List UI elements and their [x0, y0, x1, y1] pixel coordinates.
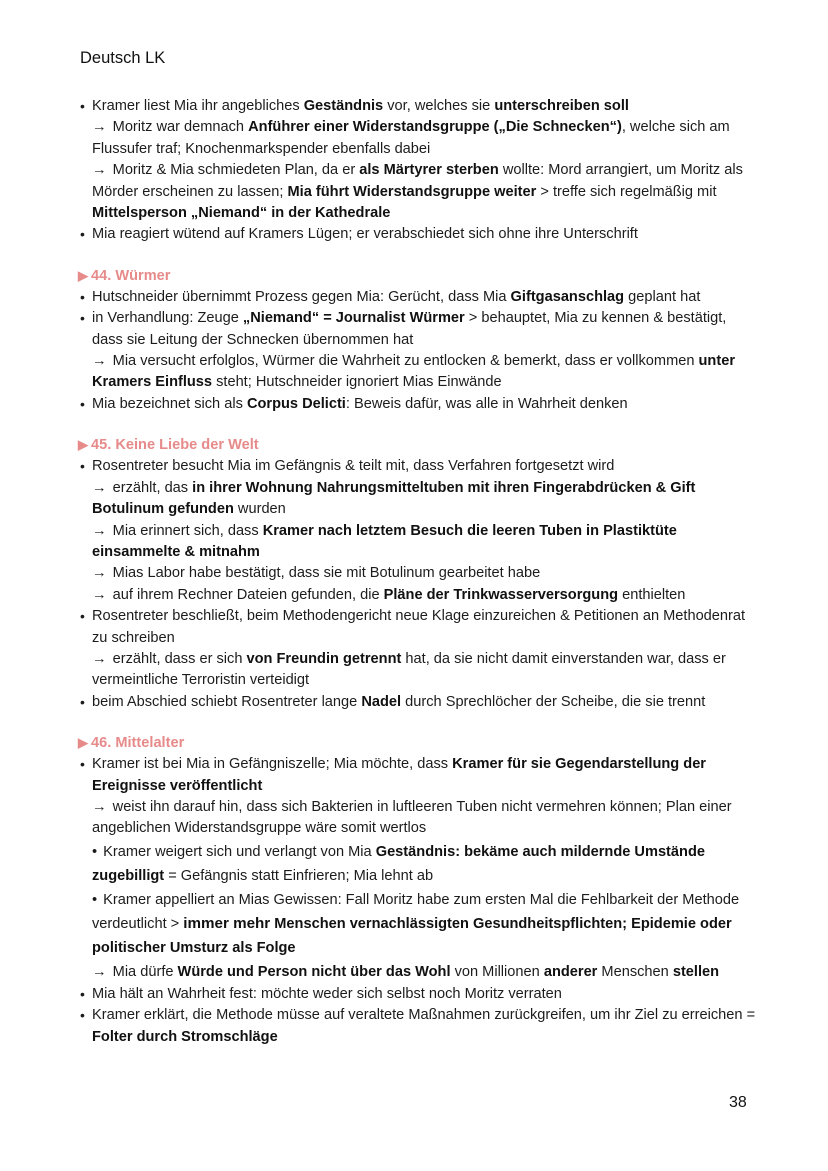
bullet-dot-icon: • — [80, 756, 85, 773]
bullet-dot-icon: • — [80, 395, 85, 412]
bullet-item: • Mia bezeichnet sich als Corpus Delicti: Beweis dafür, was alle in Wahrheit denken — [78, 394, 758, 415]
sub-item: → weist ihn darauf hin, dass sich Bakterien in luftleeren Tuben nicht vermehren können; Plan einer angeblichen Widerstandsgruppe wäre somit wertlos — [92, 798, 732, 837]
triangle-right-icon: ▶ — [78, 267, 88, 283]
section-heading-44: ▶ 44. Würmer — [78, 267, 171, 284]
bullet-item: • beim Abschied schiebt Rosentreter lange Nadel durch Sprechlöcher der Scheibe, die sie trennt — [78, 692, 758, 713]
arrow-right-icon: → — [92, 522, 107, 539]
sub-item: → erzählt, dass er sich von Freundin getrennt hat, da sie nicht damit einverstanden war, dass er vermeintliche Terroristin verteidigt — [92, 650, 726, 689]
bullet-item: • Rosentreter besucht Mia im Gefängnis & teilt mit, dass Verfahren fortgesetzt wird — [78, 456, 758, 477]
arrow-right-icon: → — [92, 162, 107, 179]
sub-item: → Mia versucht erfolglos, Würmer die Wahrheit zu entlocken & bemerkt, dass er vollkommen unter Kramers Einfluss steht; Hutschneider ignoriert Mias Einwände — [92, 353, 735, 391]
arrow-right-icon: → — [92, 565, 107, 582]
sub-item: → auf ihrem Rechner Dateien gefunden, die Pläne der Trinkwasserversorgung enthielten — [92, 586, 686, 603]
section-heading-46: ▶ 46. Mittelalter — [78, 735, 185, 752]
sub-item: → Moritz & Mia schmiedeten Plan, da er als Märtyrer sterben wollte: Mord arrangiert, um Moritz als Mörder erscheinen zu lassen; Mia führt Widerstandsgruppe weiter > treffe sich regelmäßig mit Mittelsperson „Niemand“ in der Kathedrale — [92, 162, 743, 222]
bullet-item: • Kramer ist bei Mia in Gefängniszelle; Mia möchte, dass Kramer für sie Gegendarstellung der Ereignisse veröffentlicht — [80, 756, 706, 794]
sub-item: → Mia erinnert sich, dass Kramer nach letztem Besuch die leeren Tuben in Plastiktüte einsammelte & mitnahm — [92, 522, 677, 560]
arrow-right-icon: → — [92, 963, 107, 980]
arrow-right-icon: → — [92, 479, 107, 496]
bullet-item: • Mia reagiert wütend auf Kramers Lügen; er verabschiedet sich ohne ihre Unterschrift — [78, 224, 758, 245]
bullet-item: • in Verhandlung: Zeuge „Niemand“ = Journalist Würmer > behauptet, Mia zu kennen & bestätigt, dass sie Leitung der Schnecken übernommen hat — [80, 310, 727, 348]
bullet-dot-icon: • — [80, 693, 85, 710]
arrow-right-icon: → — [92, 650, 107, 667]
bullet-dot-icon: • — [92, 891, 98, 908]
arrow-right-icon: → — [92, 119, 107, 136]
bullet-dot-icon: • — [80, 1007, 85, 1024]
triangle-right-icon: ▶ — [78, 437, 88, 453]
arrow-right-icon: → — [92, 353, 107, 370]
bullet-dot-icon: • — [80, 288, 85, 305]
bullet-item: • Rosentreter beschließt, beim Methodengericht neue Klage einzureichen & Petitionen an Methodenrat zu schreiben — [80, 608, 746, 646]
sub-item: • Kramer appelliert an Mias Gewissen: Fall Moritz habe zum ersten Mal die Fehlbarkeit der Methode verdeutlicht > immer mehr Menschen vernachlässigten Gesundheitspflichten; Epidemie oder politischer Umsturz als Folge — [92, 891, 740, 956]
bullet-dot-icon: • — [80, 458, 85, 475]
bullet-item: • Kramer liest Mia ihr angebliches Geständnis vor, welches sie unterschreiben soll — [78, 96, 758, 117]
sub-item: → Mias Labor habe bestätigt, dass sie mit Botulinum gearbeitet habe — [92, 565, 541, 582]
arrow-right-icon: → — [92, 586, 107, 603]
bullet-item: • Mia hält an Wahrheit fest: möchte weder sich selbst noch Moritz verraten — [78, 984, 758, 1005]
bullet-dot-icon: • — [80, 226, 85, 243]
bullet-dot-icon: • — [80, 608, 85, 625]
page-number: 38 — [729, 1094, 747, 1111]
bullet-item: • Hutschneider übernimmt Prozess gegen Mia: Gerücht, dass Mia Giftgasanschlag geplant hat — [78, 287, 758, 308]
bullet-dot-icon: • — [80, 98, 85, 114]
section-heading-45: ▶ 45. Keine Liebe der Welt — [78, 437, 259, 454]
bullet-dot-icon: • — [80, 985, 85, 1002]
arrow-right-icon: → — [92, 798, 107, 815]
notes-content — [78, 96, 758, 1048]
triangle-right-icon: ▶ — [78, 735, 88, 751]
sub-item: → erzählt, das in ihrer Wohnung Nahrungsmitteltuben mit ihren Fingerabdrücken & Gift Botulinum gefunden wurden — [92, 479, 696, 518]
sub-item: → Mia dürfe Würde und Person nicht über das Wohl von Millionen anderer Menschen stellen — [92, 963, 720, 980]
sub-item: → Moritz war demnach Anführer einer Widerstandsgruppe („Die Schnecken“), welche sich am Flussufer traf; Knochenmarkspender ebenfalls dabei — [92, 119, 730, 157]
page-header: Deutsch LK — [80, 49, 166, 67]
bullet-dot-icon: • — [92, 843, 98, 860]
sub-item: • Kramer weigert sich und verlangt von Mia Geständnis: bekäme auch mildernde Umstände zugebilligt = Gefängnis statt Einfrieren; Mia lehnt ab — [92, 843, 705, 884]
bullet-item: • Kramer erklärt, die Methode müsse auf veraltete Maßnahmen zurückgreifen, um ihr Ziel zu erreichen = Folter durch Stromschläge — [80, 1007, 756, 1045]
bullet-dot-icon: • — [80, 310, 85, 327]
